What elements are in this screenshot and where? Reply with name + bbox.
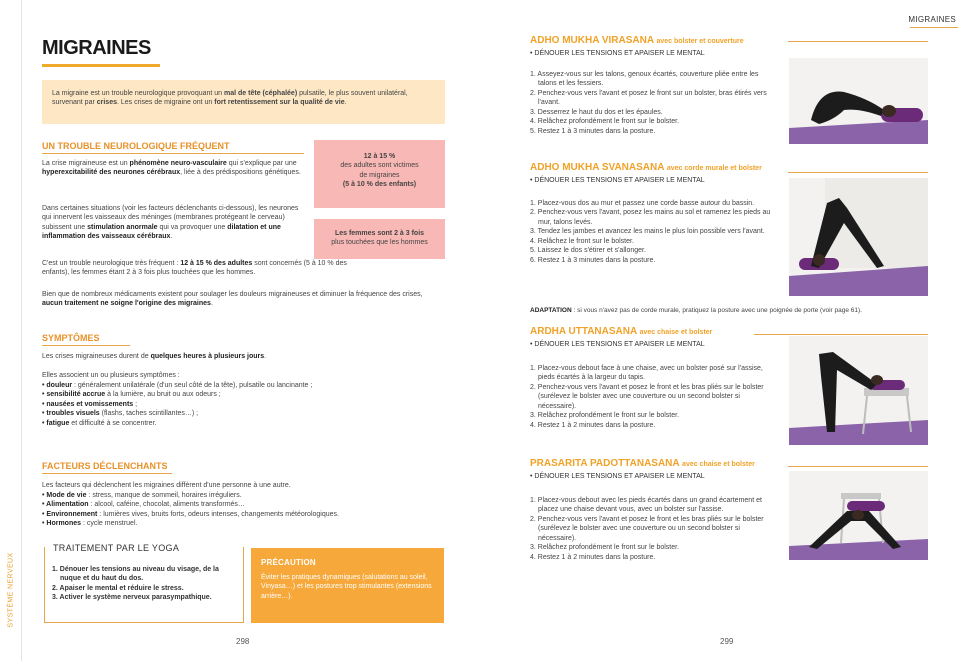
list-item: 4. Restez 1 à 2 minutes dans la posture. [530, 553, 656, 561]
symptom-list [42, 381, 442, 428]
pose-steps [530, 496, 776, 562]
list-item: • Mode de vie : stress, manque de sommeil, horaires irréguliers. [42, 491, 442, 500]
title-underline [42, 64, 160, 67]
list-item: 5. Restez 1 à 3 minutes dans la posture. [530, 127, 656, 135]
list-item: 3. Tendez les jambes et avancez les mains le plus loin possible vers l'avant. [530, 228, 765, 236]
pose-prasarita-padottanasana: PRASARITA PADOTTANASANA avec chaise et bolster • DÉNOUER LES TENSIONS ET APAISER LE MENTAL [530, 458, 755, 480]
right-page [486, 0, 973, 661]
list-item: • Alimentation : alcool, caféine, chocolat, aliments transformés… [42, 500, 442, 509]
paragraph: Les crises migraineuses durent de quelques heures à plusieurs jours. [42, 353, 267, 360]
pose-photo-child [789, 58, 928, 144]
section-title-trouble: UN TROUBLE NEUROLOGIQUE FRÉQUENT [42, 141, 230, 151]
intro-box: La migraine est un trouble neurologique provoquant un mal de tête (céphalée) pulsatile, le plus souvent unilatéral, survenant par crises. Les crises de migraine ont un fort retentissement sur la qualité de vie. [42, 80, 445, 124]
stat-box-women: Les femmes sont 2 à 3 fois plus touchées que les hommes [314, 219, 445, 259]
yoga-box-title: TRAITEMENT PAR LE YOGA [50, 542, 182, 554]
list-item: 1. Dénouer les tensions au niveau du visage, de la nuque et du haut du dos. [52, 566, 219, 583]
list-item: 2. Apaiser le mental et réduire le stress. [52, 584, 184, 592]
list-item: 1. Placez-vous debout avec les pieds écartés dans un grand écartement et placez une chaise devant vous, avec un bolster sur l'assise. [530, 497, 762, 514]
list-item: 4. Restez 1 à 2 minutes dans la posture. [530, 421, 656, 429]
pose-steps [530, 70, 776, 136]
pose-adho-mukha-virasana: ADHO MUKHA VIRASANA avec bolster et couverture • DÉNOUER LES TENSIONS ET APAISER LE MENTAL [530, 35, 744, 57]
list-item: 2. Penchez-vous vers l'avant et posez le front et les bras pliés sur le bolster (surélevez le bolster avec une couverture ou un second bolster si nécessaire). [530, 515, 764, 542]
page-number: 298 [236, 637, 250, 646]
list-item: 3. Relâchez profondément le front sur le bolster. [530, 544, 680, 552]
pose-rule [788, 41, 928, 42]
page-number: 299 [720, 637, 734, 646]
list-item: • sensibilité accrue à la lumière, au bruit ou aux odeurs ; [42, 390, 442, 399]
section-title-symptomes: SYMPTÔMES [42, 333, 100, 343]
list-item: • Hormones : cycle menstruel. [42, 519, 442, 528]
pose-photo-chair-forward [789, 336, 928, 445]
list-item: 4. Relâchez le front sur le bolster. [530, 237, 634, 245]
paragraph: C'est un trouble neurologique très fréquent : 12 à 15 % des adultes sont concernés (5 à 10 % des enfants), les femmes étant 2 à 3 fois plus touchées que les hommes. [42, 260, 347, 277]
list-item: 2. Penchez-vous vers l'avant, posez les mains au sol et ramenez les pieds au mur, talons levés. [530, 209, 771, 226]
list-item: 2. Penchez-vous vers l'avant et posez le front et les bras pliés sur le bolster (surélevez le bolster avec une couverture ou un second bolster si nécessaire). [530, 383, 764, 410]
list-item: 5. Laissez le dos s'étirer et s'allonger. [530, 247, 646, 255]
stat-box-adults: 12 à 15 % des adultes sont victimes de migraines (5 à 10 % des enfants) [314, 140, 445, 208]
adaptation-note: ADAPTATION : si vous n'avez pas de corde murale, pratiquez la posture avec une poignée de porte (voir page 61). [530, 307, 862, 314]
pose-ardha-uttanasana: ARDHA UTTANASANA avec chaise et bolster • DÉNOUER LES TENSIONS ET APAISER LE MENTAL [530, 326, 713, 348]
pose-adho-mukha-svanasana: ADHO MUKHA SVANASANA avec corde murale et bolster • DÉNOUER LES TENSIONS ET APAISER LE MENTAL [530, 162, 762, 184]
pose-rule [788, 172, 928, 173]
paragraph: Dans certaines situations (voir les facteurs déclenchants ci-dessous), les neurones qui innervent les vaisseaux des méninges (membranes protégeant le cerveau) subissent une stimulation anormale qui va provoquer une dilatation et une inflammation des vaisseaux cérébraux. [42, 205, 299, 241]
list-item: 3. Relâchez profondément le front sur le bolster. [530, 412, 680, 420]
list-item: • nausées et vomissements ; [42, 400, 442, 409]
factor-list [42, 491, 442, 529]
paragraph: Elles associent un ou plusieurs symptômes : [42, 372, 180, 379]
list-item: 1. Placez-vous dos au mur et passez une corde basse autour du bassin. [530, 200, 755, 207]
pose-photo-wide-legged [789, 471, 928, 560]
paragraph: Les facteurs qui déclenchent les migraines diffèrent d'une personne à une autre. [42, 482, 291, 489]
running-head-rule [910, 27, 958, 28]
pose-photo-downdog [789, 178, 928, 296]
yoga-list [52, 565, 232, 603]
side-label: SYSTÈME NERVEUX [7, 552, 15, 628]
list-item: 1. Asseyez-vous sur les talons, genoux écartés, couverture pliée entre les talons et les fessiers. [530, 71, 759, 88]
section-rule [42, 153, 304, 154]
sidebar [0, 0, 22, 661]
pose-steps [530, 199, 776, 265]
pose-rule [788, 466, 928, 467]
paragraph: Bien que de nombreux médicaments existent pour soulager les douleurs migraineuses et diminuer la fréquence des crises, aucun traitement ne soigne l'origine des migraines. [42, 291, 423, 308]
list-item: • douleur : généralement unilatérale (d'un seul côté de la tête), pulsatile ou lancinante ; [42, 381, 442, 390]
pose-steps [530, 364, 776, 430]
list-item: • Environnement : lumières vives, bruits forts, odeurs intenses, changements météorologiques. [42, 510, 442, 519]
list-item: 6. Restez 1 à 3 minutes dans la posture. [530, 256, 656, 264]
precaution-box [251, 548, 444, 623]
list-item: 3. Activer le système nerveux parasympathique. [52, 594, 212, 602]
section-title-facteurs: FACTEURS DÉCLENCHANTS [42, 461, 168, 471]
precaution-text: Éviter les pratiques dynamiques (salutations au soleil, Vinyasa…) et les postures trop stimulantes (extensions arrière…). [261, 573, 432, 600]
section-rule [42, 473, 172, 474]
precaution-title: PRÉCAUTION [261, 558, 316, 567]
running-head: MIGRAINES [908, 15, 956, 24]
list-item: 3. Desserrez le haut du dos et les épaules. [530, 108, 663, 116]
pose-rule [754, 334, 928, 335]
list-item: 1. Placez-vous debout face à une chaise, avec un bolster posé sur l'assise, pieds écartés à la largeur du tapis. [530, 365, 763, 382]
list-item: 4. Relâchez profondément le front sur le bolster. [530, 118, 680, 126]
page-title: MIGRAINES [42, 37, 151, 59]
left-page [0, 0, 486, 661]
list-item: • fatigue et difficulté à se concentrer. [42, 419, 442, 428]
paragraph: La crise migraineuse est un phénomène neuro-vasculaire qui s'explique par une hyperexcitabilité des neurones cérébraux, liée à des prédispositions génétiques. [42, 160, 301, 177]
list-item: 2. Penchez-vous vers l'avant et posez le front sur un bolster, bras étirés vers l'avant. [530, 89, 767, 107]
list-item: • troubles visuels (flashs, taches scintillantes…) ; [42, 409, 442, 418]
section-rule [42, 345, 130, 346]
